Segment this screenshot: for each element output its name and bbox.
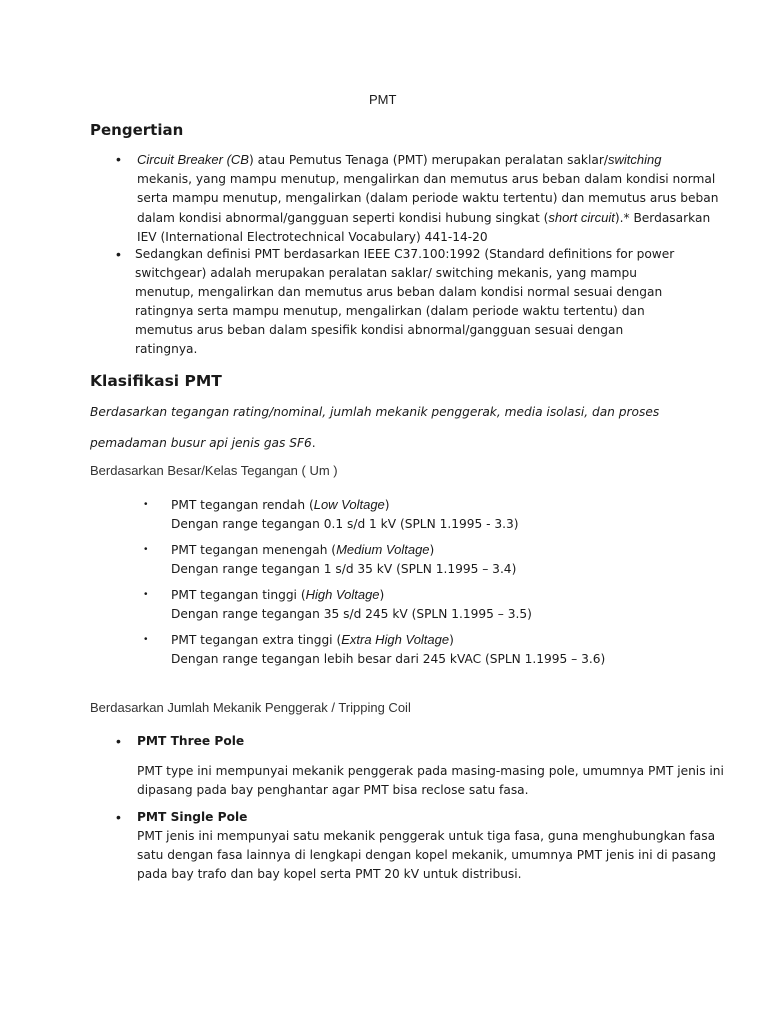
three-pole-description: PMT type ini mempunyai mekanik penggerak pada masing-masing pole, umumnya PMT jenis ini dipasang pada bay penghantar agar PMT bisa reclose satu fasa.: [137, 764, 724, 797]
klasifikasi-intro-line-2: pemadaman busur api jenis gas SF6.: [90, 436, 316, 450]
bullet-icon: •: [116, 733, 121, 749]
bullet-icon: •: [116, 809, 121, 825]
subheading-mekanik: Berdasarkan Jumlah Mekanik Penggerak / Tripping Coil: [90, 700, 411, 715]
bullet-icon: •: [144, 544, 148, 555]
heading-klasifikasi: Klasifikasi PMT: [90, 372, 222, 390]
list-item: PMT tegangan tinggi (High Voltage) Dengan range tegangan 35 s/d 245 kV (SPLN 1.1995 – 3.5): [171, 587, 532, 621]
bullet-icon: •: [144, 589, 148, 600]
page-title: PMT: [369, 92, 397, 107]
bullet-icon: •: [144, 634, 148, 645]
three-pole-title: PMT Three Pole: [137, 734, 245, 748]
definition-paragraph-2: Sedangkan definisi PMT berdasarkan IEEE C37.100:1992 (Standard definitions for power switchgear) adalah merupakan peralatan saklar/ switching mekanis, yang mampu menutup, mengalirkan dan memutus arus beban dalam kondisi normal sesuai dengan ratingnya serta mampu menutup, mengalirkan (dalam periode waktu tertentu) dan memutus arus beban dalam spesifik kondisi abnormal/gangguan sesuai dengan ratingnya.: [135, 247, 675, 356]
single-pole-block: PMT Single Pole PMT jenis ini mempunyai satu mekanik penggerak untuk tiga fasa, guna menghubungkan fasa satu dengan fasa lainnya di lengkapi dengan kopel mekanik, umumnya PMT jenis ini di pasang pada bay trafo dan bay kopel serta PMT 20 kV untuk distribusi.: [137, 810, 716, 881]
bullet-icon: •: [116, 246, 121, 262]
heading-pengertian: Pengertian: [90, 121, 184, 139]
klasifikasi-intro-line-1: Berdasarkan tegangan rating/nominal, jumlah mekanik penggerak, media isolasi, dan proses: [90, 405, 660, 419]
single-pole-title: PMT Single Pole: [137, 810, 248, 824]
bullet-icon: •: [144, 499, 148, 510]
bullet-icon: •: [116, 151, 121, 167]
list-item: PMT tegangan menengah (Medium Voltage) Dengan range tegangan 1 s/d 35 kV (SPLN 1.1995 – 3.4): [171, 542, 517, 576]
list-item: PMT tegangan rendah (Low Voltage) Dengan range tegangan 0.1 s/d 1 kV (SPLN 1.1995 - 3.3): [171, 497, 519, 531]
subheading-tegangan: Berdasarkan Besar/Kelas Tegangan ( Um ): [90, 463, 338, 478]
definition-paragraph-1: Circuit Breaker (CB) atau Pemutus Tenaga (PMT) merupakan peralatan saklar/switching mekanis, yang mampu menutup, mengalirkan dan memutus arus beban dalam kondisi normal serta mampu menutup, mengalirkan (dalam periode waktu tertentu) dan memutus arus beban dalam kondisi abnormal/gangguan seperti kondisi hubung singkat (short circuit).* Berdasarkan IEV (International Electrotechnical Vocabulary) 441-14-20: [137, 152, 719, 244]
list-item: PMT tegangan extra tinggi (Extra High Voltage) Dengan range tegangan lebih besar dari 245 kVAC (SPLN 1.1995 – 3.6): [171, 632, 606, 666]
